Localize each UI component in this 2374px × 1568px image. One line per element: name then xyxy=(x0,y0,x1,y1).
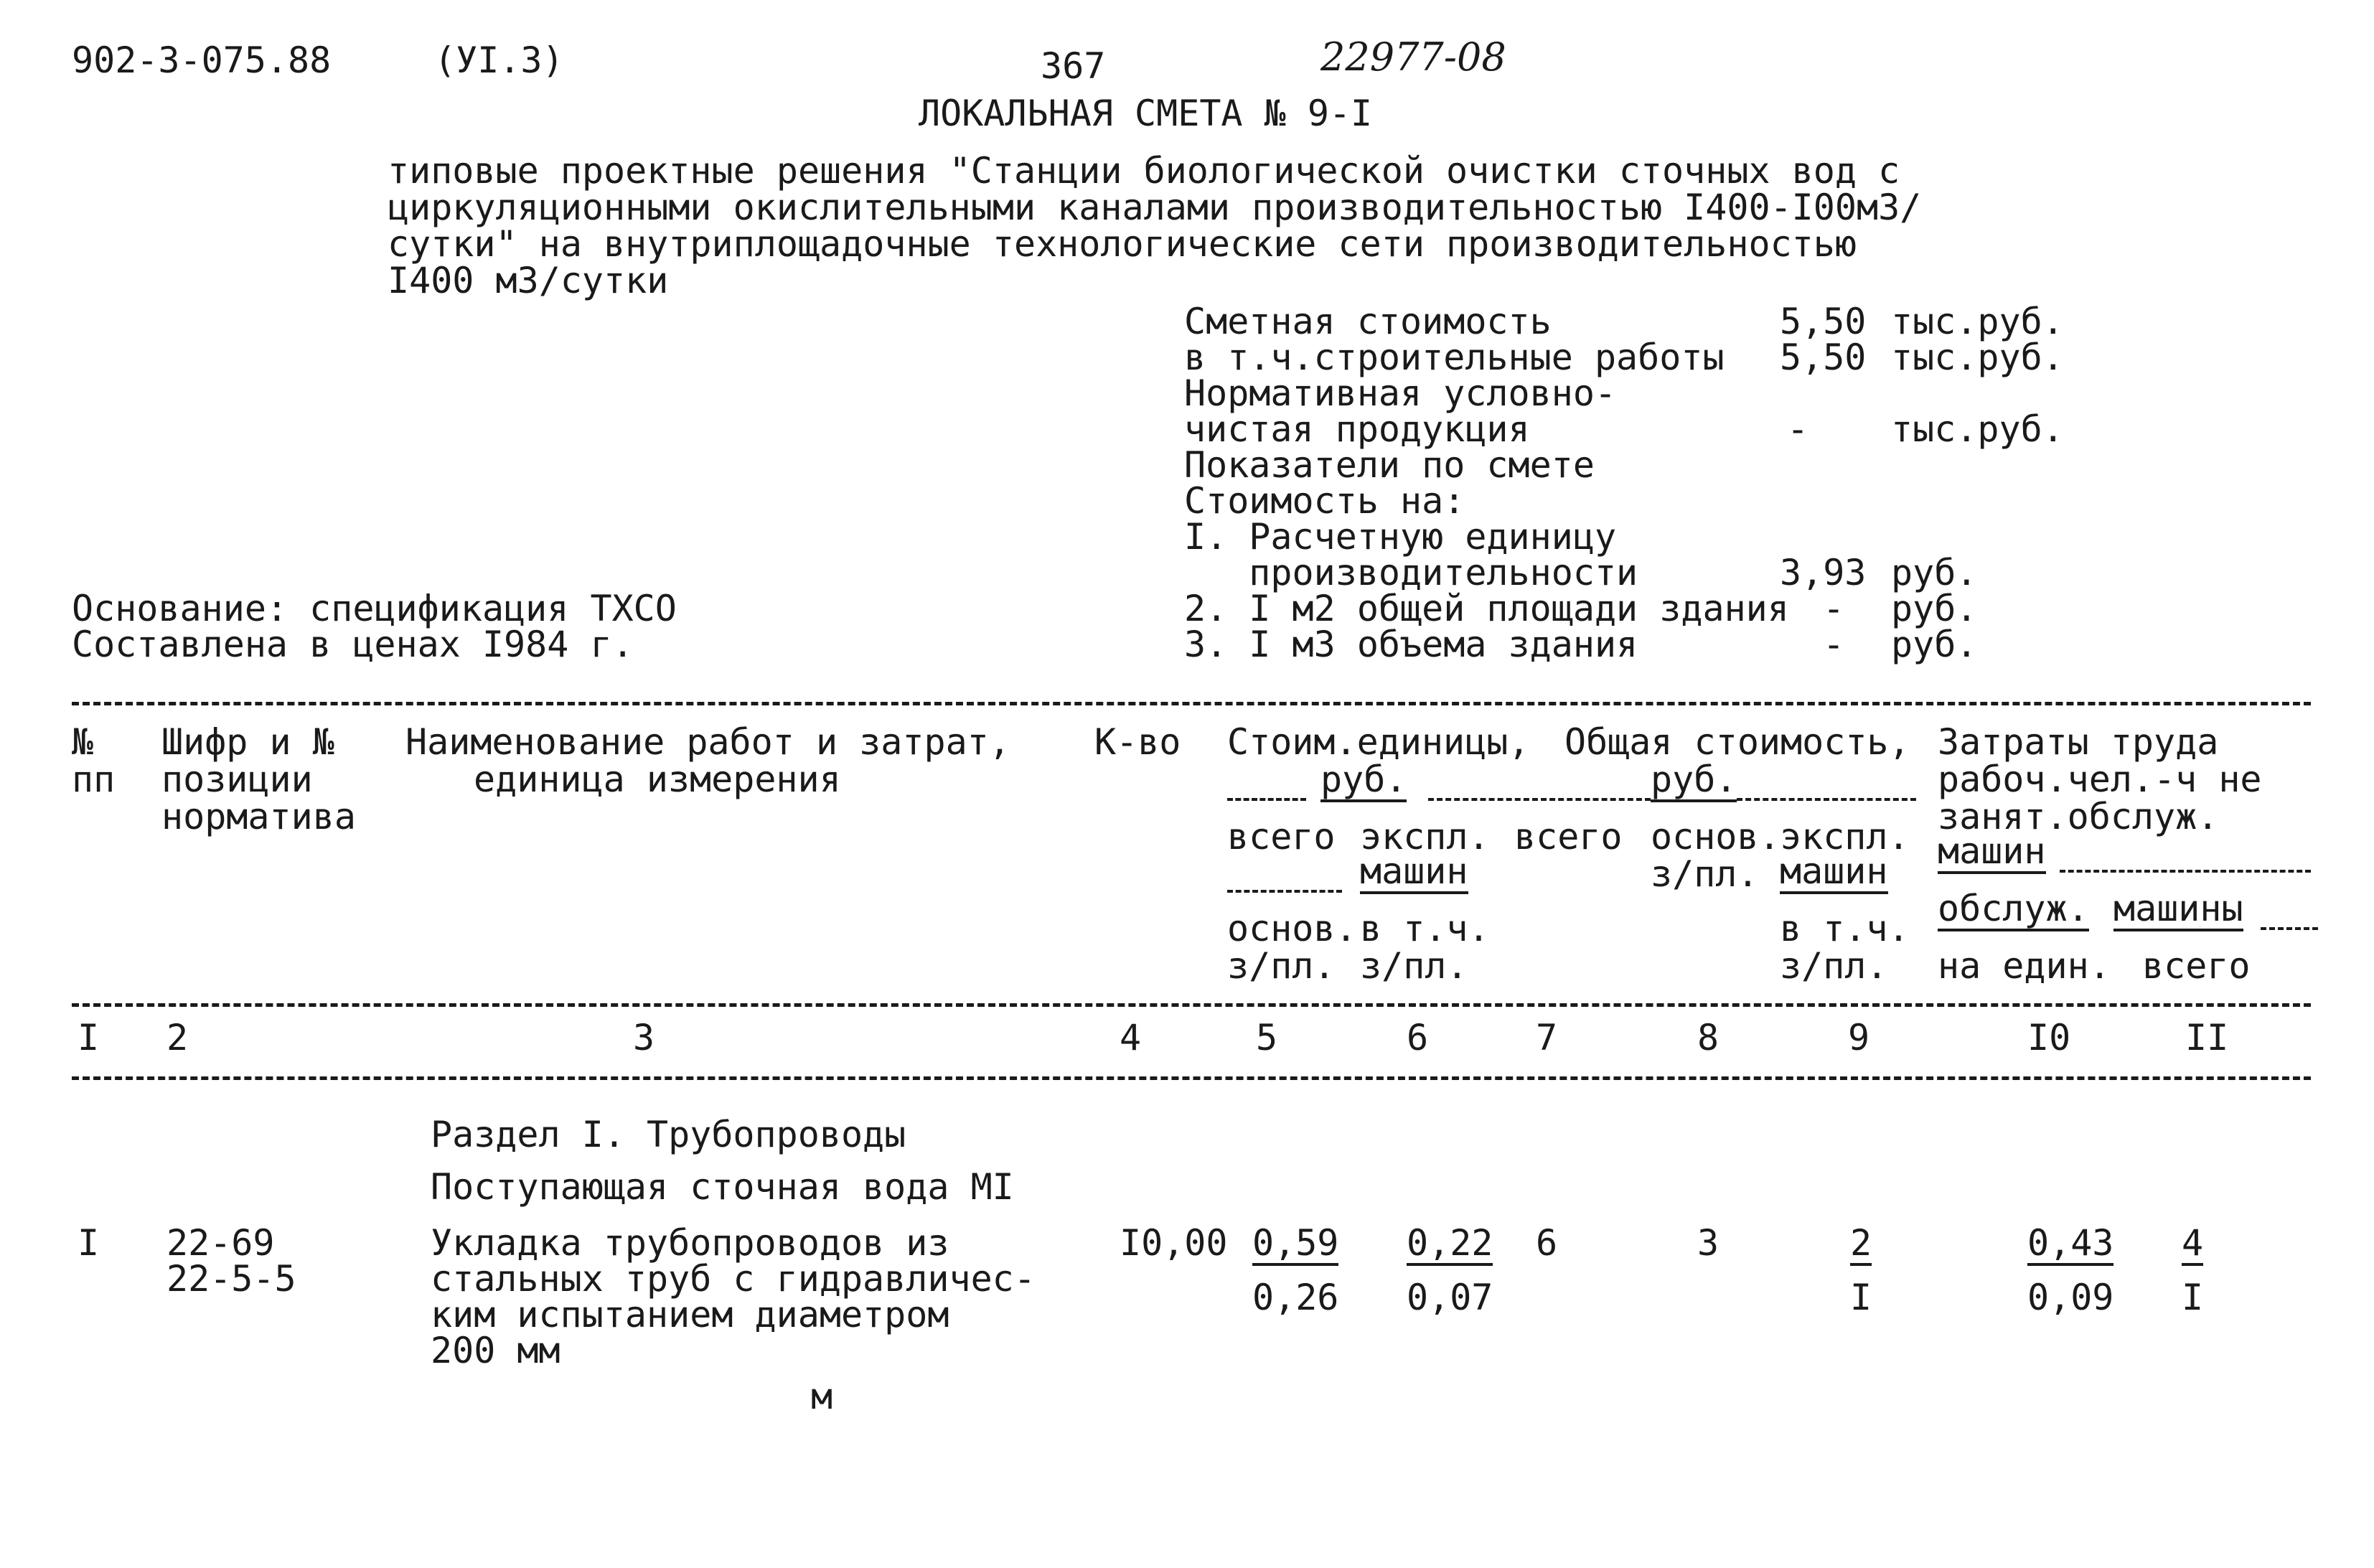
labor-header: занят.обслуж. xyxy=(1938,796,2219,837)
total-cost-header: Общая стоимость, xyxy=(1564,721,1910,763)
row-total: 6 xyxy=(1536,1222,1558,1264)
labor-header: Затраты труда xyxy=(1938,721,2219,763)
summary-value: - xyxy=(1787,408,1809,450)
summary-label: I. Расчетную единицу xyxy=(1184,516,1617,558)
sub-zpl: з/пл. xyxy=(1651,853,1759,895)
summary-unit: руб. xyxy=(1891,624,1978,665)
col2-header: Шифр и № xyxy=(161,721,334,763)
col2-header: норматива xyxy=(161,796,356,837)
row-labor-total: 4 xyxy=(2182,1224,2203,1266)
row-unit-total: 0,59 xyxy=(1252,1224,1338,1266)
row-code: 22-69 xyxy=(166,1222,275,1264)
summary-unit: руб. xyxy=(1891,588,1978,629)
sub-mashiny: машины xyxy=(2113,890,2243,931)
column-number: 3 xyxy=(633,1017,655,1058)
column-number: 9 xyxy=(1848,1017,1870,1058)
col3-header: единица измерения xyxy=(474,759,841,800)
unit-cost-rule xyxy=(1428,798,1651,801)
volume-label: (УI.3) xyxy=(434,39,564,81)
sub-ekspl2: экспл. xyxy=(1780,816,1910,858)
column-number: I xyxy=(78,1017,100,1058)
row-name: ким испытанием диаметром xyxy=(431,1294,949,1335)
row-name: стальных труб с гидравличес- xyxy=(431,1258,1036,1300)
description-line: I400 м3/сутки xyxy=(388,260,669,301)
project-code: 902-3-075.88 xyxy=(72,39,332,81)
labor-rule xyxy=(2060,870,2311,873)
summary-label: Показатели по смете xyxy=(1184,444,1595,486)
summary-value: - xyxy=(1823,588,1845,629)
sub-osnov: основ. xyxy=(1651,816,1780,858)
sub-vsego2: всего xyxy=(1514,816,1623,858)
summary-value: 5,50 xyxy=(1780,337,1867,378)
summary-value: - xyxy=(1823,624,1845,665)
sub-vsego: всего xyxy=(1227,816,1336,858)
prices-text: Составлена в ценах I984 г. xyxy=(72,624,634,665)
numbers-bottom-rule xyxy=(72,1076,2311,1080)
summary-label: производительности xyxy=(1184,552,1638,593)
page-number: 367 xyxy=(1041,45,1106,87)
description-line: типовые проектные решения "Станции биологической очистки сточных вод с xyxy=(388,150,1900,192)
sub-vsego3: всего xyxy=(2142,945,2251,987)
sub-vtch2: в т.ч. xyxy=(1780,908,1910,949)
row-unit-mach-zpl: 0,07 xyxy=(1407,1277,1493,1318)
summary-unit: тыс.руб. xyxy=(1891,408,2064,450)
sub-vtch: в т.ч. xyxy=(1360,908,1490,949)
column-number: 4 xyxy=(1120,1017,1142,1058)
column-number: 5 xyxy=(1256,1017,1278,1058)
column-number: 2 xyxy=(166,1017,189,1058)
summary-label: чистая продукция xyxy=(1184,408,1530,450)
total-cost-rub: руб. xyxy=(1651,761,1737,802)
summary-label: Нормативная условно- xyxy=(1184,372,1617,414)
inventory-number: 22977-08 xyxy=(1320,34,1506,80)
row-qty: I0,00 xyxy=(1120,1222,1228,1264)
sub-mashin2: машин xyxy=(1780,853,1888,894)
unit-cost-rule xyxy=(1227,798,1306,801)
row-total-mach-zpl: I xyxy=(1850,1277,1872,1318)
row-name: Укладка трубопроводов из xyxy=(431,1222,949,1264)
row-labor-total-mach: I xyxy=(2182,1277,2204,1318)
subsection-title: Поступающая сточная вода МI xyxy=(431,1166,1014,1208)
row-number: I xyxy=(78,1222,100,1264)
summary-label: в т.ч.строительные работы xyxy=(1184,337,1725,378)
unit-cost-rub: руб. xyxy=(1320,761,1407,802)
description-line: сутки" на внутриплощадочные технологические сети производительностью xyxy=(388,223,1857,265)
section-title: Раздел I. Трубопроводы xyxy=(431,1114,906,1155)
row-name: 200 мм xyxy=(431,1330,560,1371)
row-labor-unit: 0,43 xyxy=(2027,1224,2113,1266)
sub-osnov-zpl: з/пл. xyxy=(1227,945,1336,987)
labor-mashin: машин xyxy=(1938,832,2046,874)
column-number: II xyxy=(2185,1017,2229,1058)
summary-unit: руб. xyxy=(1891,552,1978,593)
col2-header: позиции xyxy=(161,759,313,800)
page-title: ЛОКАЛЬНАЯ СМЕТА № 9-I xyxy=(919,93,1373,134)
sub-rule-right xyxy=(2261,927,2318,930)
column-number: I0 xyxy=(2027,1017,2071,1058)
summary-unit: тыс.руб. xyxy=(1891,337,2064,378)
summary-label: 3. I м3 объема здания xyxy=(1184,624,1638,665)
summary-unit: тыс.руб. xyxy=(1891,301,2064,342)
row-unit: м xyxy=(811,1376,833,1417)
sub-vtch2-zpl: з/пл. xyxy=(1780,945,1888,987)
header-top-rule xyxy=(72,702,2311,705)
sub-mashin: машин xyxy=(1360,853,1468,894)
column-number: 8 xyxy=(1697,1017,1719,1058)
col1-header: № xyxy=(72,721,94,763)
sub-rule xyxy=(1227,890,1342,893)
summary-value: 5,50 xyxy=(1780,301,1867,342)
row-total-mach: 2 xyxy=(1850,1224,1872,1266)
sub-osnov-zpl: основ. xyxy=(1227,908,1357,949)
total-cost-rule xyxy=(1737,798,1916,801)
sub-ekspl: экспл. xyxy=(1360,816,1490,858)
summary-value: 3,93 xyxy=(1780,552,1867,593)
row-code: 22-5-5 xyxy=(166,1258,296,1300)
labor-header: рабоч.чел.-ч не xyxy=(1938,759,2262,800)
row-total-zpl: 3 xyxy=(1697,1222,1719,1264)
column-number: 6 xyxy=(1407,1017,1429,1058)
col4-header: К-во xyxy=(1094,721,1181,763)
summary-label: Сметная стоимость xyxy=(1184,301,1552,342)
header-bottom-rule xyxy=(72,1003,2311,1007)
column-number: 7 xyxy=(1536,1017,1558,1058)
sub-obsluzh: обслуж. xyxy=(1938,890,2089,931)
col3-header: Наименование работ и затрат, xyxy=(405,721,1010,763)
sub-na-edin: на един. xyxy=(1938,945,2111,987)
sub-vtch-zpl: з/пл. xyxy=(1360,945,1468,987)
col1-header: пп xyxy=(72,759,116,800)
row-labor-unit-mach: 0,09 xyxy=(2027,1277,2114,1318)
unit-cost-header: Стоим.единицы, xyxy=(1227,721,1530,763)
summary-label: 2. I м2 общей площади здания xyxy=(1184,588,1789,629)
summary-label: Стоимость на: xyxy=(1184,480,1465,522)
basis-text: Основание: спецификация ТХСО xyxy=(72,588,677,629)
row-unit-mach: 0,22 xyxy=(1407,1224,1493,1266)
description-line: циркуляционными окислительными каналами производительностью I400-I00м3/ xyxy=(388,187,1922,228)
row-unit-zpl: 0,26 xyxy=(1252,1277,1339,1318)
